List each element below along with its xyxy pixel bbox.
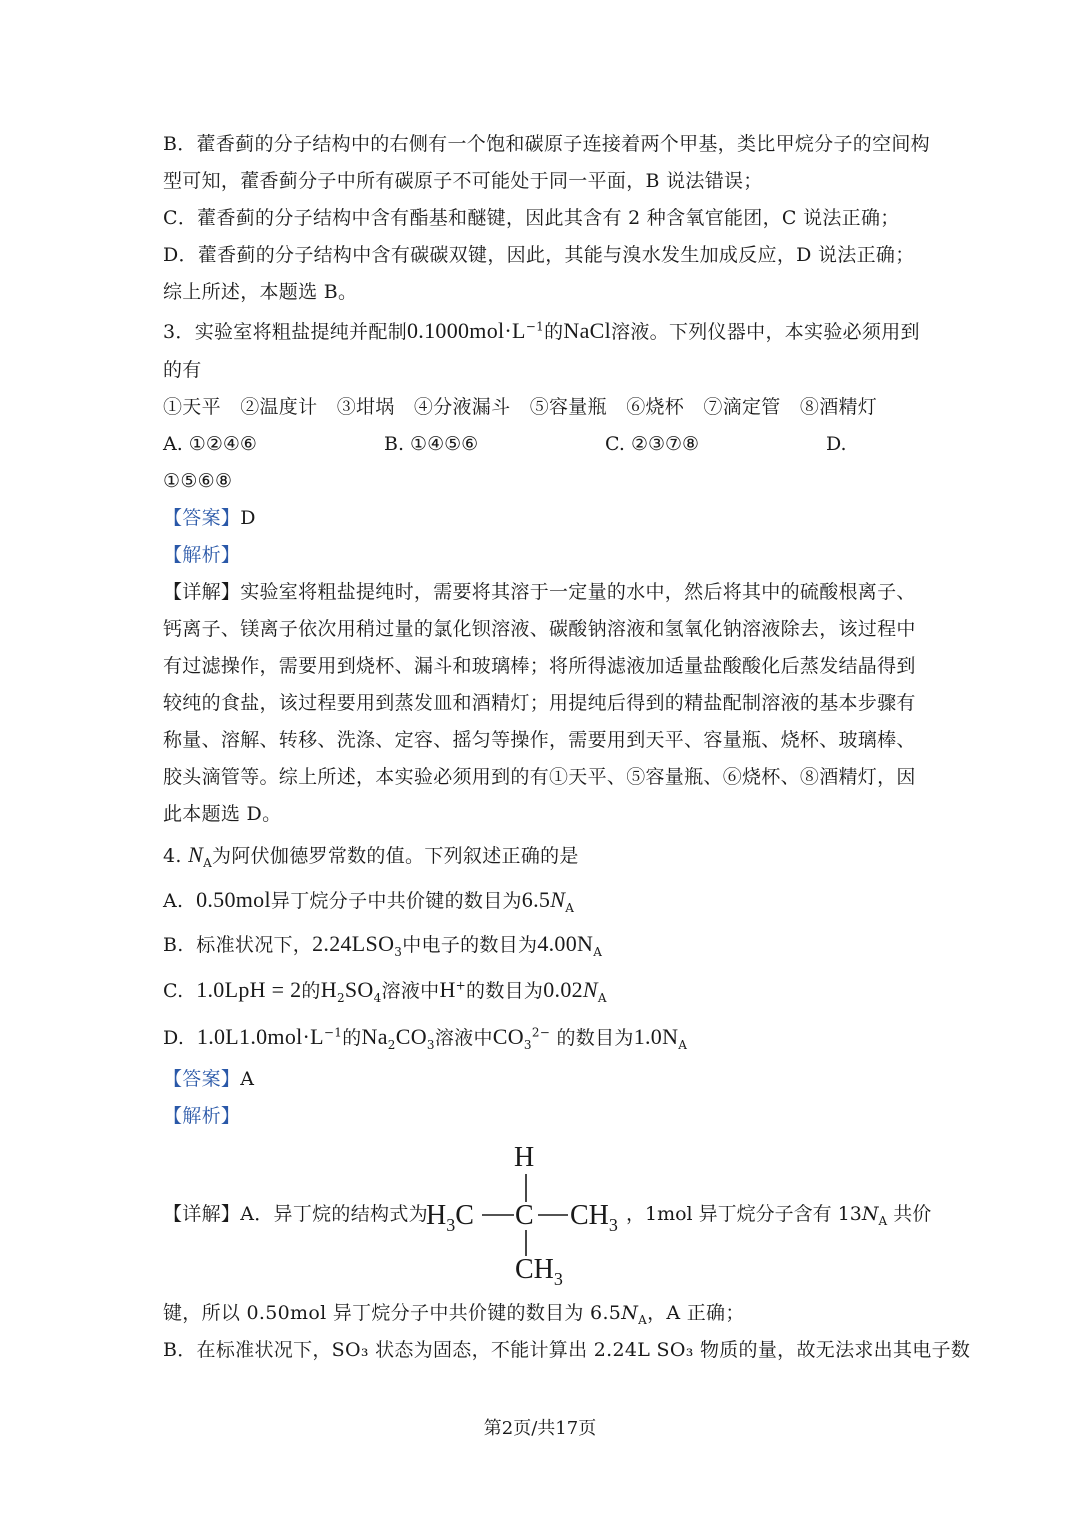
option-d-explanation: D．藿香蓟的分子结构中含有碳碳双键，因此，其能与溴水发生加成反应，D 说法正确；: [163, 244, 915, 266]
q4-detail-b: B．在标准状况下，SO₃ 状态为固态，不能计算出 2.24L SO₃ 物质的量，故无法求出其电子数: [163, 1339, 971, 1361]
q3-stem-line2: 的有: [163, 359, 202, 381]
q3-option-a: A. ①②④⑥: [163, 433, 257, 455]
struct-right-group: $CH_3$: [570, 1200, 618, 1235]
page-footer: 第2页/共17页: [483, 1418, 597, 1439]
q3-detail-line3: 有过滤操作，需要用到烧杯、漏斗和玻璃棒；将所得滤液加适量盐酸酸化后蒸发结晶得到: [163, 655, 916, 677]
answer-tag: 【答案】: [163, 507, 241, 529]
q3-detail-line4: 较纯的食盐，该过程要用到蒸发皿和酒精灯；用提纯后得到的精盐配制溶液的基本步骤有: [163, 692, 916, 714]
struct-center-c: C: [515, 1200, 534, 1231]
q3-detail-line1: 【详解】实验室将粗盐提纯时，需要将其溶于一定量的水中，然后将其中的硫酸根离子、: [163, 581, 916, 603]
struct-bottom-group: $CH_3$: [515, 1254, 563, 1288]
q3-detail-line5: 称量、溶解、转移、洗涤、定容、摇匀等操作，需要用到天平、容量瓶、烧杯、玻璃棒、: [163, 729, 916, 751]
q3-option-d: D.: [826, 433, 847, 455]
q3-option-c: C. ②③⑦⑧: [605, 433, 700, 455]
q4-option-a: A. 0.50mol异丁烷分子中共价键的数目为$6.5N_A$: [163, 887, 575, 915]
q3-detail-line2: 钙离子、镁离子依次用稍过量的氯化钡溶液、碳酸钠溶液和氢氧化钠溶液除去，该过程中: [163, 618, 916, 640]
q4-detail-a-line1-post: ，1mol 异丁烷分子含有 $13N_A$ 共价: [626, 1203, 932, 1228]
option-c-explanation: C．藿香蓟的分子结构中含有酯基和醚键，因此其含有 2 种含氧官能团，C 说法正确；: [163, 207, 900, 229]
detail-tag: 【详解】: [163, 1203, 241, 1225]
q3-detail-line6: 胶头滴管等。综上所述，本实验必须用到的有①天平、⑤容量瓶、⑥烧杯、⑧酒精灯，因: [163, 766, 916, 788]
q3-analysis-tag: 【解析】: [163, 544, 241, 566]
q4-answer: [163, 1066, 254, 1092]
q3-answer: [163, 505, 256, 531]
q3-stem: 3．实验室将粗盐提纯并配制$0.1000mol\cdot L^{-1}$的NaCl溶液。下列仪器中，本实验必须用到: [163, 318, 920, 343]
q4-option-c: C. 1.0LpH = 2的$H_2SO_4$溶液中H+的数目为$0.02N_A$: [163, 977, 607, 1005]
isobutane-structure: [420, 1138, 630, 1288]
q4-analysis-tag: 【解析】: [163, 1105, 241, 1127]
q4-detail-a-line1-pre: 【详解】A．异丁烷的结构式为: [163, 1203, 428, 1225]
detail-tag: 【详解】: [163, 581, 241, 603]
answer-value: D: [240, 507, 256, 529]
option-b-explanation-line1: B．藿香蓟的分子结构中的右侧有一个饱和碳原子连接着两个甲基，类比甲烷分子的空间构: [163, 133, 930, 155]
q4-detail-a-line2: 键，所以 0.50mol 异丁烷分子中共价键的数目为 $6.5N_A$，A 正确；: [163, 1302, 745, 1327]
q4-stem: 4. $N_A$为阿伏伽德罗常数的值。下列叙述正确的是: [163, 842, 579, 870]
option-b-explanation-line2: 型可知，藿香蓟分子中所有碳原子不可能处于同一平面，B 说法错误；: [163, 170, 763, 192]
answer-value: A: [240, 1068, 255, 1090]
struct-top-h: H: [514, 1142, 535, 1173]
q3-option-d-content: ①⑤⑥⑧: [163, 470, 233, 492]
struct-left-group: $H_3C$: [426, 1200, 474, 1235]
q3-option-b: B. ①④⑤⑥: [384, 433, 479, 455]
q3-instruments: ①天平 ②温度计 ③坩埚 ④分液漏斗 ⑤容量瓶 ⑥烧杯 ⑦滴定管 ⑧酒精灯: [163, 396, 878, 418]
q3-detail-line7: 此本题选 D。: [163, 803, 282, 825]
summary-line: 综上所述，本题选 B。: [163, 281, 358, 303]
answer-tag: 【答案】: [163, 1068, 241, 1090]
q4-option-d: D. $1.0L1.0mol\cdot L^{-1}$的$Na_2CO_3$溶液中$CO_3^{2-}$ 的数目为$1.0N_A$: [163, 1024, 688, 1052]
q4-option-b: B. 标准状况下，$2.24LSO_3$中电子的数目为$4.00N_A$: [163, 931, 603, 959]
